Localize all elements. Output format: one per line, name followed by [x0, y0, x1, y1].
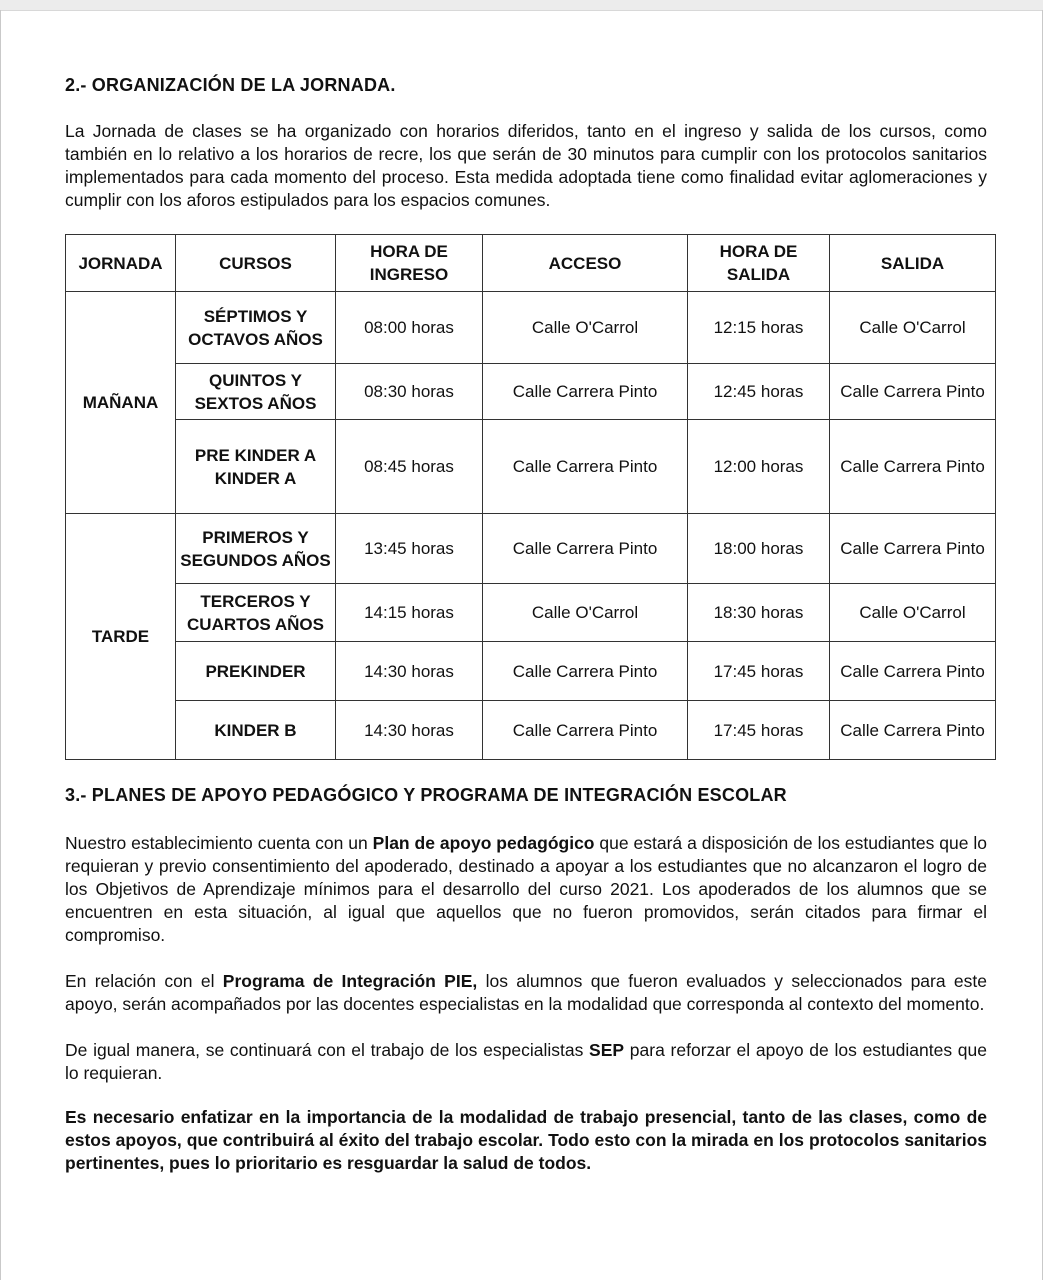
acceso-cell: Calle Carrera Pinto	[483, 642, 688, 701]
table-row	[66, 514, 996, 584]
schedule-table	[65, 234, 996, 760]
ingreso-cell: 08:00 horas	[336, 292, 483, 364]
ingreso-cell: 14:30 horas	[336, 642, 483, 701]
header-acceso: ACCESO	[483, 235, 688, 292]
salida-hora-cell: 18:00 horas	[688, 514, 830, 584]
jornada-cell: TARDE	[66, 514, 176, 760]
curso-cell: TERCEROS Y CUARTOS AÑOS	[176, 584, 336, 642]
header-cursos: CURSOS	[176, 235, 336, 292]
salida-hora-cell: 17:45 horas	[688, 642, 830, 701]
header-jornada: JORNADA	[66, 235, 176, 292]
acceso-cell: Calle O'Carrol	[483, 292, 688, 364]
table-row	[66, 364, 996, 420]
section-3-paragraph-pie	[65, 970, 987, 1016]
curso-cell: PRIMEROS Y SEGUNDOS AÑOS	[176, 514, 336, 584]
ingreso-cell: 14:30 horas	[336, 701, 483, 760]
curso-cell: QUINTOS Y SEXTOS AÑOS	[176, 364, 336, 420]
viewer-top-bar	[0, 0, 1043, 11]
salida-cell: Calle O'Carrol	[830, 292, 996, 364]
salida-hora-cell: 17:45 horas	[688, 701, 830, 760]
salida-cell: Calle Carrera Pinto	[830, 364, 996, 420]
table-row	[66, 292, 996, 364]
curso-cell: SÉPTIMOS Y OCTAVOS AÑOS	[176, 292, 336, 364]
acceso-cell: Calle Carrera Pinto	[483, 701, 688, 760]
salida-hora-cell: 18:30 horas	[688, 584, 830, 642]
acceso-cell: Calle Carrera Pinto	[483, 514, 688, 584]
table-row	[66, 701, 996, 760]
paragraph-text: que estará a disposición de los estudiantes que lo requieran y previo consentimiento del apoderado, destinado a apoyar a los estudiantes que no alcanzaron el logro de los Objetivos de Aprendizaje mínimos para el desarrollo del curso 2021. Los apoderados de los alumnos que se encuentren en esta situación, al igual que aquellos que no fueron promovidos, serán citados para firmar el compromiso.	[65, 833, 987, 945]
paragraph-text: Nuestro establecimiento cuenta con un	[65, 833, 373, 853]
paragraph-text: En relación con el	[65, 971, 223, 991]
curso-cell: PRE KINDER A KINDER A	[176, 420, 336, 514]
header-hora-salida: HORA DE SALIDA	[688, 235, 830, 292]
paragraph-text: para reforzar el apoyo de los estudiantes que lo requieran.	[65, 1040, 987, 1083]
salida-cell: Calle Carrera Pinto	[830, 642, 996, 701]
section-3-title: 3.- PLANES DE APOYO PEDAGÓGICO Y PROGRAMA DE INTEGRACIÓN ESCOLAR	[65, 785, 787, 805]
header-hora-ingreso: HORA DE INGRESO	[336, 235, 483, 292]
paragraph-text: De igual manera, se continuará con el trabajo de los especialistas	[65, 1040, 590, 1060]
section-2-title: 2.- ORGANIZACIÓN DE LA JORNADA.	[65, 75, 396, 95]
salida-hora-cell: 12:15 horas	[688, 292, 830, 364]
header-salida: SALIDA	[830, 235, 996, 292]
salida-hora-cell: 12:45 horas	[688, 364, 830, 420]
table-row	[66, 642, 996, 701]
page-left-edge	[0, 10, 1, 1280]
sep-emphasis: SEP	[589, 1040, 625, 1060]
salida-cell: Calle Carrera Pinto	[830, 514, 996, 584]
salida-cell: Calle Carrera Pinto	[830, 420, 996, 514]
ingreso-cell: 14:15 horas	[336, 584, 483, 642]
salida-hora-cell: 12:00 horas	[688, 420, 830, 514]
section-3-closing-paragraph: Es necesario enfatizar en la importancia de la modalidad de trabajo presencial, tanto de las clases, como de estos apoyos, que contribuirá al éxito del trabajo escolar. Todo esto con la mirada en los protocolos sanitarios pertinentes, pues lo prioritario es resguardar la salud de todos.	[65, 1107, 987, 1173]
programa-pie-emphasis: Programa de Integración PIE,	[222, 971, 478, 991]
ingreso-cell: 13:45 horas	[336, 514, 483, 584]
ingreso-cell: 08:30 horas	[336, 364, 483, 420]
salida-cell: Calle O'Carrol	[830, 584, 996, 642]
curso-cell: PREKINDER	[176, 642, 336, 701]
section-3-paragraph-plan	[65, 832, 987, 947]
table-row	[66, 420, 996, 514]
acceso-cell: Calle O'Carrol	[483, 584, 688, 642]
section-2-paragraph: La Jornada de clases se ha organizado con horarios diferidos, tanto en el ingreso y salida de los cursos, como también en lo relativo a los horarios de recre, los que serán de 30 minutos para cumplir con los protocolos sanitarios implementados para cada momento del proceso. Esta medida adoptada tiene como finalidad evitar aglomeraciones y cumplir con los aforos estipulados para los espacios comunes.	[65, 121, 987, 210]
curso-cell: KINDER B	[176, 701, 336, 760]
plan-apoyo-emphasis: Plan de apoyo pedagógico	[372, 833, 595, 853]
jornada-cell: MAÑANA	[66, 292, 176, 514]
acceso-cell: Calle Carrera Pinto	[483, 364, 688, 420]
acceso-cell: Calle Carrera Pinto	[483, 420, 688, 514]
section-3-paragraph-sep	[65, 1039, 987, 1085]
ingreso-cell: 08:45 horas	[336, 420, 483, 514]
table-header-row	[66, 235, 996, 292]
paragraph-text: los alumnos que fueron evaluados y seleccionados para este apoyo, serán acompañados por las docentes especialistas en la modalidad que corresponda al contexto del momento.	[65, 971, 987, 1014]
salida-cell: Calle Carrera Pinto	[830, 701, 996, 760]
table-row	[66, 584, 996, 642]
